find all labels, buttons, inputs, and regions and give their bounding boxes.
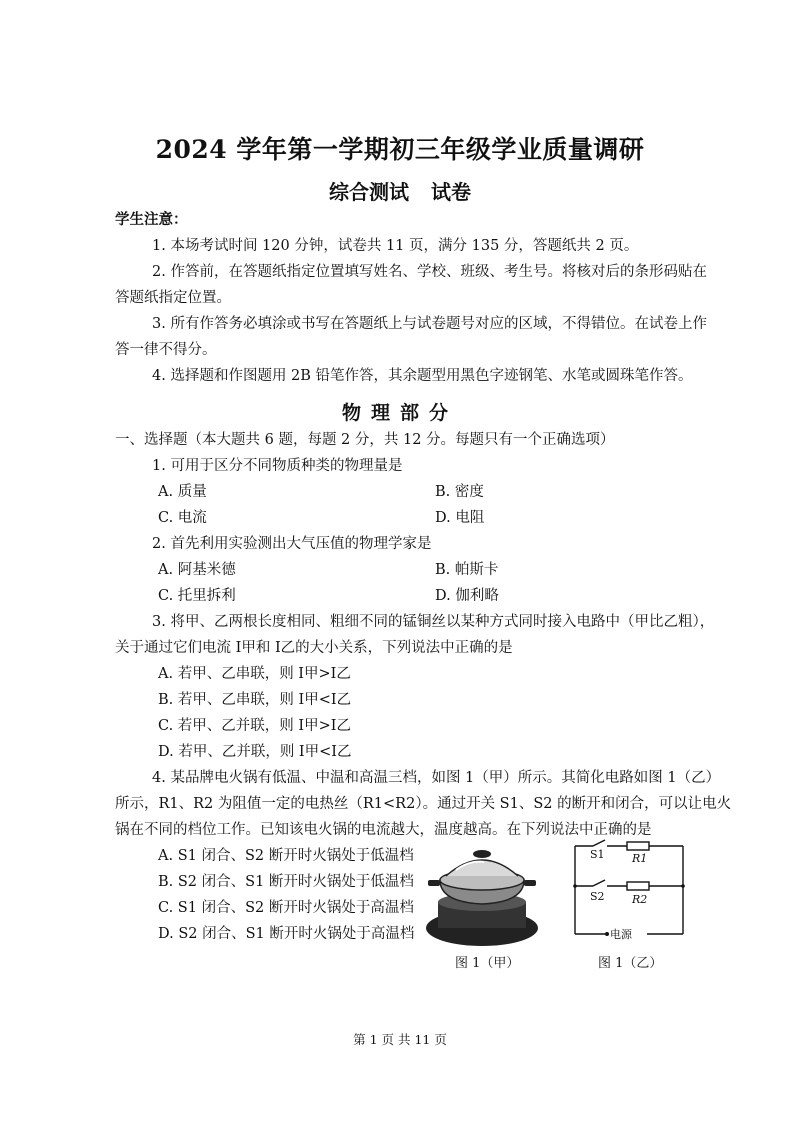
figure-caption-b: 图 1（乙） [598,956,663,971]
notice-item-1: 1. 本场考试时间 120 分钟，试卷共 11 页，满分 135 分，答题纸共 2 页。 [152,238,639,254]
q1-option-d: D. 电阻 [435,510,485,526]
q4-stem-line-1: 4. 某品牌电火锅有低温、中温和高温三档，如图 1（甲）所示。其简化电路如图 1（乙） [152,770,721,786]
notice-item-2-line-1: 2. 作答前，在答题纸指定位置填写姓名、学校、班级、考生号。将核对后的条形码贴在 [152,264,707,280]
switch-s1-label: S1 [590,848,605,861]
q3-option-b: B. 若甲、乙串联，则 I甲<I乙 [158,692,352,708]
notice-heading: 学生注意： [115,211,188,228]
q2-option-c: C. 托里拆利 [158,588,236,604]
q1-option-c: C. 电流 [158,510,207,526]
q3-option-c: C. 若甲、乙并联，则 I甲>I乙 [158,718,352,734]
notice-item-3-line-2: 答一律不得分。 [115,342,217,358]
exam-title: 2024 学年第一学期初三年级学业质量调研 [155,135,645,164]
resistor-r2-label: R2 [632,893,648,906]
q4-option-d: D. S2 闭合、S1 断开时火锅处于高温档 [158,926,415,942]
switch-s2-label: S2 [590,890,605,903]
exam-subtitle [0,176,800,205]
q4-stem-line-3: 锅在不同的档位工作。已知该电火锅的电流越大，温度越高。在下列说法中正确的是 [115,822,652,838]
q3-stem-line-2: 关于通过它们电流 I甲和 I乙的大小关系，下列说法中正确的是 [115,640,513,656]
q3-option-a: A. 若甲、乙串联，则 I甲>I乙 [158,666,351,682]
q4-option-a: A. S1 闭合、S2 断开时火锅处于低温档 [158,848,414,864]
subtitle-part-b: 试卷 [431,180,471,204]
notice-item-4: 4. 选择题和作图题用 2B 铅笔作答，其余题型用黑色字迹钢笔、水笔或圆珠笔作答。 [152,368,693,384]
q3-stem-line-1: 3. 将甲、乙两根长度相同、粗细不同的锰铜丝以某种方式同时接入电路中（甲比乙粗）， [152,614,715,630]
part-one-heading: 一、选择题（本大题共 6 题，每题 2 分，共 12 分。每题只有一个正确选项） [115,432,615,448]
figure-caption-a: 图 1（甲） [455,956,520,971]
q2-stem: 2. 首先利用实验测出大气压值的物理学家是 [152,536,432,552]
q3-option-d: D. 若甲、乙并联，则 I甲<I乙 [158,744,352,760]
q2-option-b: B. 帕斯卡 [435,562,499,578]
q4-option-c: C. S1 闭合、S2 断开时火锅处于高温档 [158,900,414,916]
notice-item-2-line-2: 答题纸指定位置。 [115,290,231,306]
q4-stem-line-2: 所示，R1、R2 为阻值一定的电热丝（R1<R2）。通过开关 S1、S2 的断开和闭合，可以让电火 [115,796,732,812]
q4-option-b: B. S2 闭合、S1 断开时火锅处于低温档 [158,874,414,890]
power-source-label: 电源 [610,928,632,941]
notice-item-3-line-1: 3. 所有作答务必填涂或书写在答题纸上与试卷题号对应的区域，不得错位。在试卷上作 [152,316,707,332]
hot-pot-illustration [420,840,545,950]
section-title: 物理部分 [341,402,458,424]
q2-option-a: A. 阿基米德 [158,562,236,578]
page-footer: 第 1 页 共 11 页 [353,1032,447,1047]
subtitle-part-a: 综合测试 [329,180,409,204]
resistor-r1-label: R1 [632,852,648,865]
q2-option-d: D. 伽利略 [435,588,499,604]
q1-option-b: B. 密度 [435,484,484,500]
circuit-diagram [565,838,690,940]
q1-option-a: A. 质量 [158,484,207,500]
q1-stem: 1. 可用于区分不同物质种类的物理量是 [152,458,403,474]
